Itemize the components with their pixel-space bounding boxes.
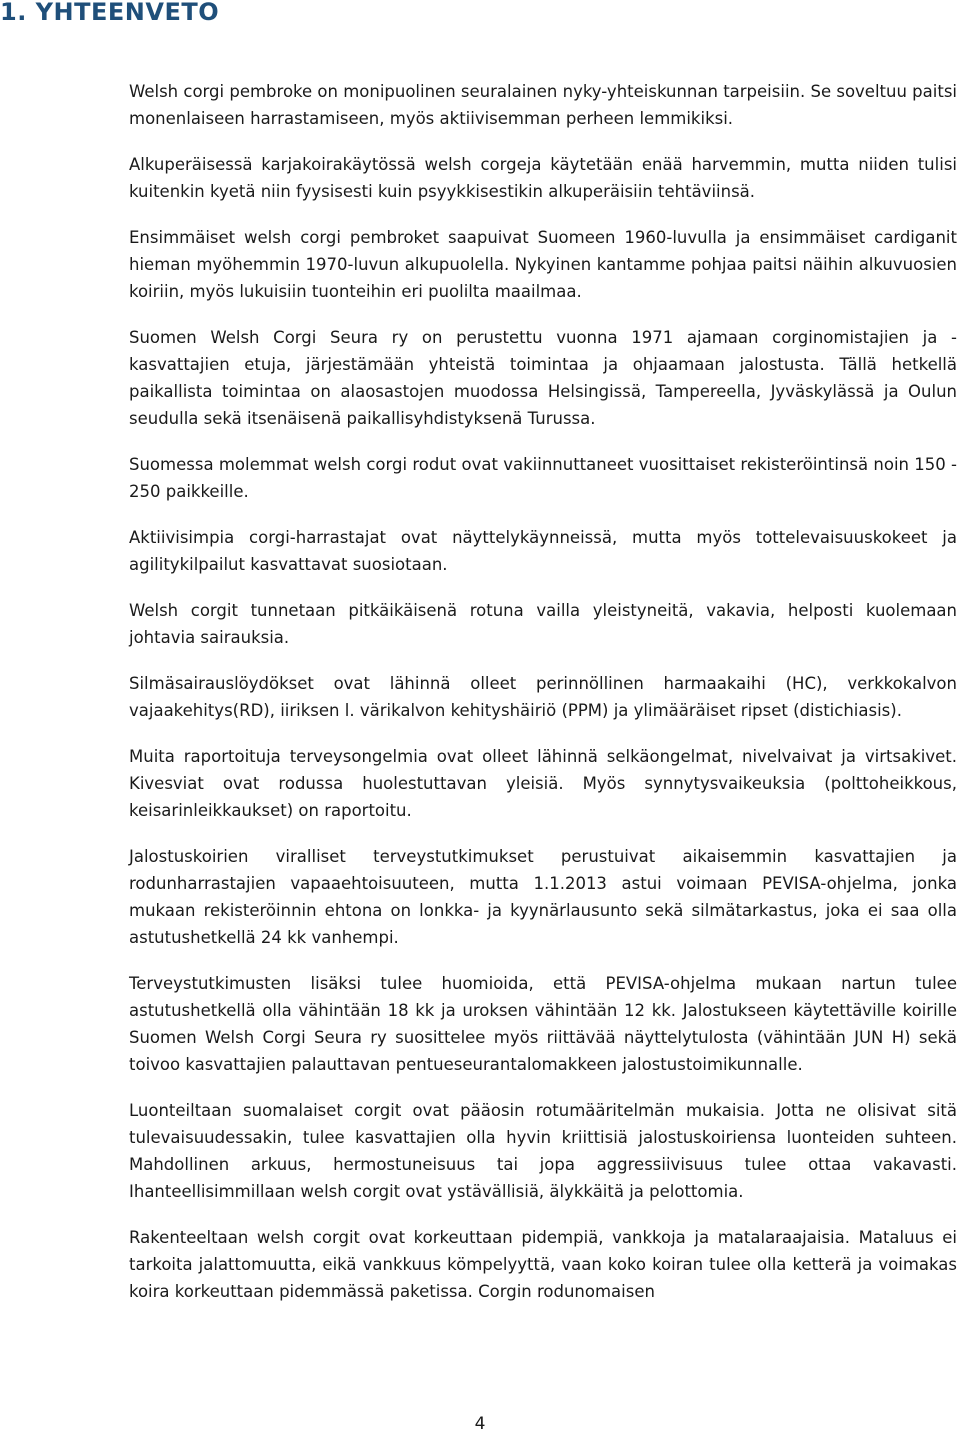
page-title: 1. YHTEENVETO [0, 0, 220, 26]
paragraph-club: Suomen Welsh Corgi Seura ry on perustettu vuonna 1971 ajamaan corginomistajien ja - kasvattajien etuja, järjestämään yhteistä toimintaa ja ohjaamaan jalostusta. Tällä hetkellä paikallista toimintaa on alaosastojen muodossa Helsingissä, Tampereella, Jyväskylässä ja Oulun seudulla sekä itsenäisenä paikallisyhdistyksenä Turussa. [129, 328, 957, 428]
paragraph-eye-diseases: Silmäsairauslöydökset ovat lähinnä olleet perinnöllinen harmaakaihi (HC), verkkokalvon vajaakehitys(RD), iiriksen l. värikalvon kehityshäiriö (PPM) ja ylimääräiset ripset (distichiasis). [129, 674, 957, 720]
paragraph-health-problems: Muita raportoituja terveysongelmia ovat olleet lähinnä selkäongelmat, nivelvaivat ja virtsakivet. Kivesviat ovat rodussa huolestuttavan yleisiä. Myös synnytysvaikeuksia (polttoheikkous, keisarinleikkaukset) on raportoitu. [129, 747, 957, 820]
page-number: 4 [474, 1414, 486, 1434]
paragraph-structure: Rakenteeltaan welsh corgit ovat korkeuttaan pidempiä, vankkoja ja matalaraajaisia. Mataluus ei tarkoita jalattomuutta, eikä vankkuus kömpelyyttä, vaan koko koiran tulee olla ketterä ja voimakas koira korkeuttaan pidemmässä paketissa. Corgin rodunomaisen [129, 1228, 957, 1301]
summary-body [129, 78, 957, 1324]
paragraph-hobbies: Aktiivisimpia corgi-harrastajat ovat näyttelykäynneissä, mutta myös tottelevaisuuskokeet ja agilitykilpailut kasvattavat suosiotaan. [129, 528, 957, 574]
paragraph-history-finland: Ensimmäiset welsh corgi pembroket saapuivat Suomeen 1960-luvulla ja ensimmäiset cardiganit hieman myöhemmin 1970-luvun alkupuolella. Nykyinen kantamme pohjaa paitsi näihin alkuvuosien koiriin, myös lukuisiin tuonteihin eri puolilta maailmaa. [129, 228, 957, 301]
paragraph-breeding-age: Terveystutkimusten lisäksi tulee huomioida, että PEVISA-ohjelma mukaan nartun tulee astutushetkellä olla vähintään 18 kk ja uroksen vähintään 12 kk. Jalostukseen käytettäville koirille Suomen Welsh Corgi Seura ry suosittelee myös riittävää näyttelytulosta (vähintään JUN H) sekä toivoo kasvattajien palauttavan pentueseurantalomakkeen jalostustoimikunnalle. [129, 974, 957, 1074]
paragraph-longevity: Welsh corgit tunnetaan pitkäikäisenä rotuna vailla yleistyneitä, vakavia, helposti kuolemaan johtavia sairauksia. [129, 601, 957, 647]
paragraph-registrations: Suomessa molemmat welsh corgi rodut ovat vakiinnuttaneet vuosittaiset rekisteröintinsä noin 150 - 250 paikkeille. [129, 455, 957, 501]
paragraph-pevisa: Jalostuskoirien viralliset terveystutkimukset perustuivat aikaisemmin kasvattajien ja rodunharrastajien vapaaehtoisuuteen, mutta 1.1.2013 astui voimaan PEVISA-ohjelma, jonka mukaan rekisteröinnin ehtona on lonkka- ja kyynärlausunto sekä silmätarkastus, joka ei saa olla astutushetkellä 24 kk vanhempi. [129, 847, 957, 947]
paragraph-temperament: Luonteiltaan suomalaiset corgit ovat pääosin rotumääritelmän mukaisia. Jotta ne olisivat sitä tulevaisuudessakin, tulee kasvattajien olla hyvin kriittisiä jalostuskoiriensa luonteiden suhteen. Mahdollinen arkuus, hermostuneisuus tai jopa aggressiivisuus tulee ottaa vakavasti. Ihanteellisimmillaan welsh corgit ovat ystävällisiä, älykkäitä ja pelottomia. [129, 1101, 957, 1201]
paragraph-herding-origin: Alkuperäisessä karjakoirakäytössä welsh corgeja käytetään enää harvemmin, mutta niiden tulisi kuitenkin kyetä niin fyysisesti kuin psyykkisestikin alkuperäisiin tehtäviinsä. [129, 155, 957, 201]
paragraph-intro: Welsh corgi pembroke on monipuolinen seuralainen nyky-yhteiskunnan tarpeisiin. Se soveltuu paitsi monenlaiseen harrastamiseen, myös aktiivisemman perheen lemmikiksi. [129, 82, 957, 128]
